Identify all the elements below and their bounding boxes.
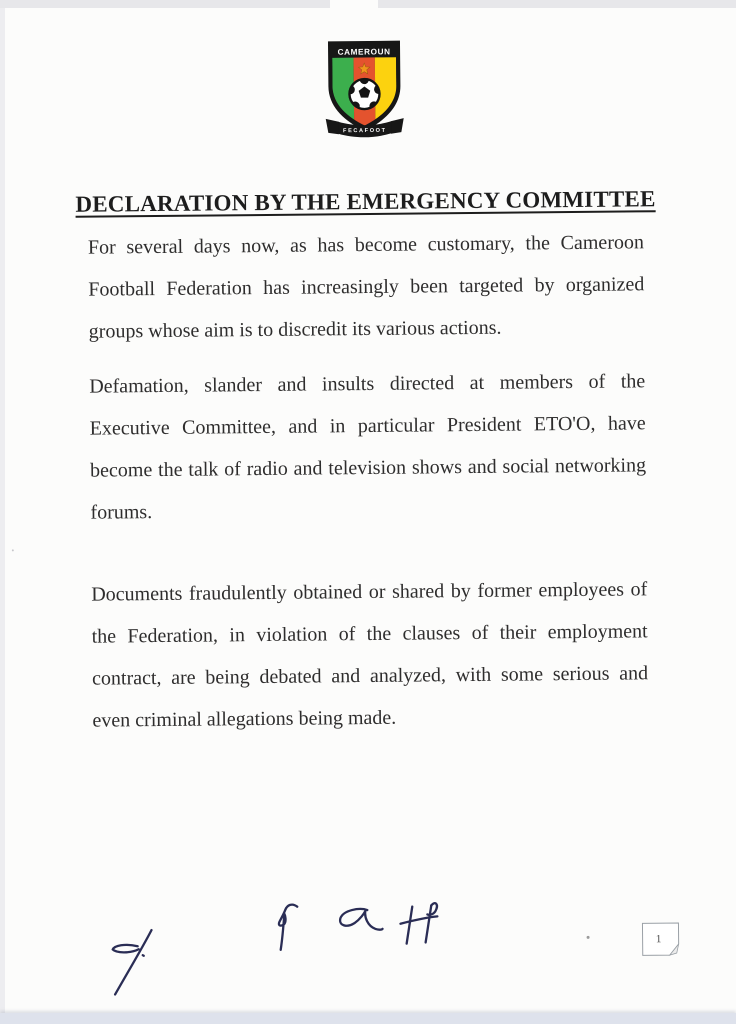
paragraph-1: For several days now, as has become customary, the Cameroon Football Federation has increasingly been targeted by organized groups whose aim is to discredit its various actions. xyxy=(87,231,645,343)
ink-mark-2 xyxy=(279,905,298,950)
scan-edge-left xyxy=(0,8,5,1013)
page-number: 1 xyxy=(655,933,662,946)
ink-mark-3 xyxy=(340,909,383,930)
crest-country-label: CAMEROUN xyxy=(337,47,391,57)
scan-speck xyxy=(12,549,14,551)
document-body xyxy=(88,221,649,741)
paragraph-2: Defamation, slander and insults directed at members of the Executive Committee, and in particular President ETO'O, have become the talk of radio and television shows and social networking forums. xyxy=(89,370,647,524)
document-title: DECLARATION BY THE EMERGENCY COMMITTEE xyxy=(75,186,656,217)
ink-mark-4 xyxy=(400,903,437,944)
page-number-corner-icon xyxy=(638,920,682,960)
handwritten-initials xyxy=(4,851,736,1024)
ink-mark-1 xyxy=(112,930,152,994)
paragraph-3: Documents fraudulently obtained or shared by former employees of the Federation, in violation of the clauses of their employment contract, are being debated and analyzed, with some serious and even criminal allegations being made. xyxy=(91,578,649,732)
scan-speck xyxy=(587,936,590,939)
crest-banner-label: FECAFOOT xyxy=(343,127,387,135)
scan-edge-bottom xyxy=(0,1013,736,1024)
fecafoot-crest-logo xyxy=(316,36,413,141)
scan-edge-paper-tab xyxy=(330,0,378,8)
